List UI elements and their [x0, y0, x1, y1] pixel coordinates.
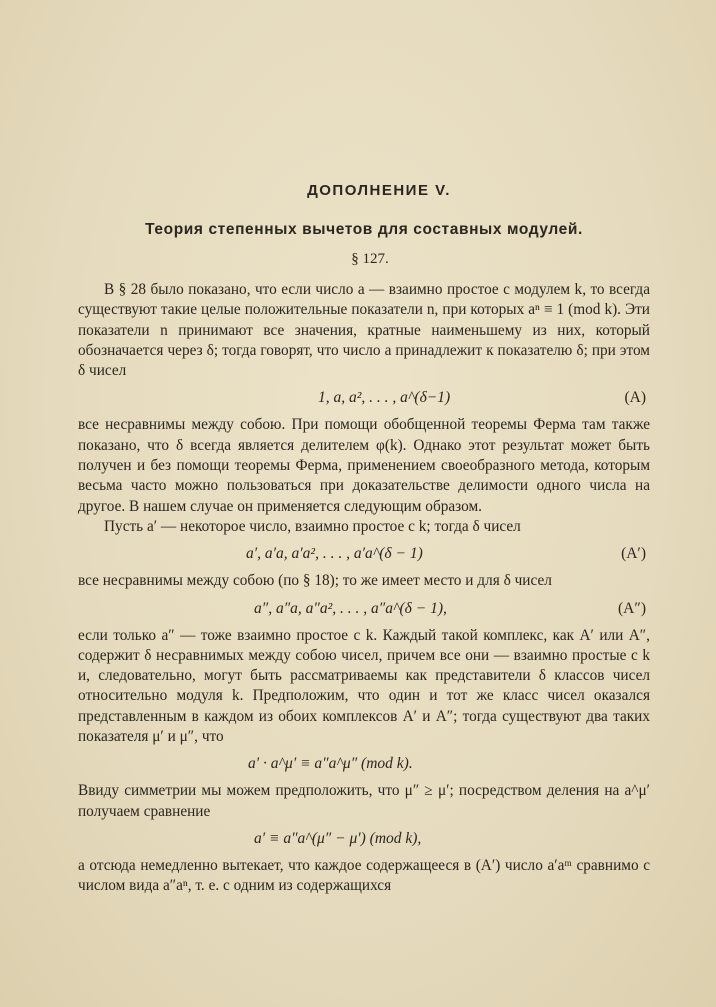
- formula-a-double-prime-expression: a″, a″a, a″a², . . . , a″a^(δ − 1),: [254, 599, 447, 617]
- formula-a: [78, 381, 650, 415]
- paragraph-6: Ввиду симметрии мы можем предположить, что μ″ ≥ μ′; посредством деления на a^μ′ получаем сравнение: [78, 782, 650, 820]
- paragraph-5: если только a″ — тоже взаимно простое с k. Каждый такой комплекс, как A′ или A″, содержит δ несравнимых между собою чисел, причем все они — взаимно простые с k и, следовательно, могут быть рассматриваемы как представители δ классов чисел относительно модуля k. Предположим, что один и тот же класс чисел оказался представленным в каждом из обоих комплексов A′ и A″; тогда существуют два таких показателя μ′ и μ″, что: [78, 626, 650, 746]
- formula-a-tag: (A): [624, 389, 646, 407]
- formula-a-double-prime-tag: (A″): [618, 599, 646, 617]
- chapter-subtitle: Теория степенных вычетов для составных модулей.: [145, 221, 583, 238]
- paragraph-2: все несравнимы между собою. При помощи обобщенной теоремы Ферма там также показано, что δ всегда является делителем φ(k). Однако этот результат может быть получен и без помощи теоремы Ферма, применением своеобразного метода, которым весьма часто можно пользоваться при доказательстве делимости одного числа на другое. В нашем случае он применяется следующим образом.: [78, 416, 650, 515]
- formula-a-prime-expression: a′, a′a, a′a², . . . , a′a^(δ − 1): [246, 545, 423, 563]
- section-number: § 127.: [351, 251, 389, 267]
- congruence-1-expression: a′ · a^μ′ ≡ a″a^μ″ (mod k).: [248, 755, 413, 773]
- page-content: [78, 178, 650, 897]
- paragraph-1: В § 28 было показано, что если число a — взаимно простое с модулем k, то всегда существуют такие целые положительные показатели n, при которых aⁿ ≡ 1 (mod k). Эти показатели n принимают все значения, кратные наименьшему из них, который обозначается через δ; тогда говорят, что число a принадлежит к показателю δ; при этом δ чисел: [78, 281, 650, 380]
- formula-a-double-prime: [78, 592, 650, 626]
- paragraph-4: все несравнимы между собою (по § 18); то же имеет место и для δ чисел: [78, 572, 552, 590]
- formula-a-prime-tag: (A′): [621, 545, 646, 563]
- congruence-1: [78, 747, 650, 781]
- formula-a-prime: [78, 537, 650, 571]
- formula-a-expression: 1, a, a², . . . , a^(δ−1): [318, 389, 451, 407]
- appendix-title: ДОПОЛНЕНИЕ V.: [307, 182, 451, 199]
- congruence-2: [78, 822, 650, 856]
- paragraph-7: а отсюда немедленно вытекает, что каждое содержащееся в (A′) число a′aᵐ сравнимо с числом вида a″aⁿ, т. е. с одним из содержащихся: [78, 856, 650, 895]
- paragraph-3: Пусть a′ — некоторое число, взаимно простое с k; тогда δ чисел: [104, 517, 521, 535]
- congruence-2-expression: a′ ≡ a″a^(μ″ − μ′) (mod k),: [254, 829, 422, 847]
